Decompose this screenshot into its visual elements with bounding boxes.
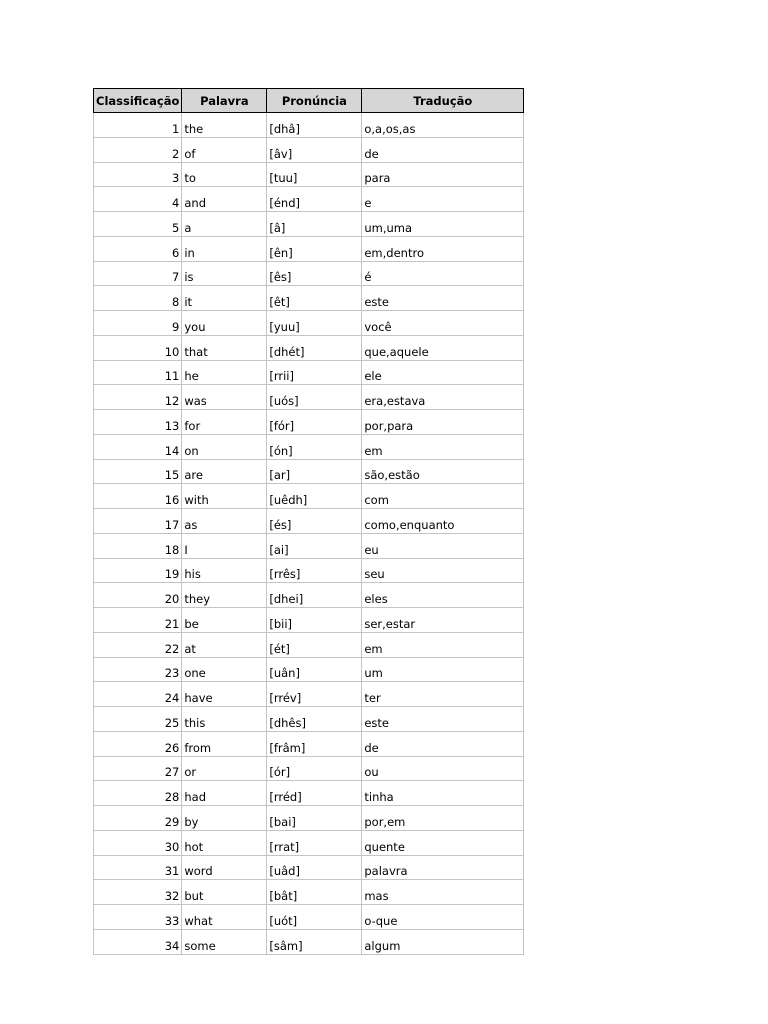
word-cell: for — [182, 410, 267, 435]
word-cell: this — [182, 707, 267, 732]
pronunciation-cell: [uâd] — [267, 855, 362, 880]
pronunciation-cell: [uêdh] — [267, 484, 362, 509]
translation-cell: ser,estar — [362, 608, 524, 633]
table-row — [94, 261, 524, 286]
rank-cell: 9 — [94, 311, 182, 336]
translation-cell: é — [362, 261, 524, 286]
rank-cell: 34 — [94, 929, 182, 954]
pronunciation-cell: [êt] — [267, 286, 362, 311]
pronunciation-cell: [rréd] — [267, 781, 362, 806]
table-row — [94, 311, 524, 336]
rank-cell: 18 — [94, 533, 182, 558]
pronunciation-cell: [ór] — [267, 756, 362, 781]
translation-cell: seu — [362, 558, 524, 583]
word-cell: a — [182, 212, 267, 237]
pronunciation-cell: [rrat] — [267, 830, 362, 855]
rank-cell: 21 — [94, 608, 182, 633]
word-cell: from — [182, 731, 267, 756]
table-row — [94, 385, 524, 410]
word-cell: word — [182, 855, 267, 880]
table-row — [94, 187, 524, 212]
word-cell: is — [182, 261, 267, 286]
translation-cell: são,estão — [362, 459, 524, 484]
translation-cell: o,a,os,as — [362, 113, 524, 138]
table-row — [94, 929, 524, 954]
word-cell: by — [182, 806, 267, 831]
rank-cell: 23 — [94, 657, 182, 682]
table-row — [94, 558, 524, 583]
table-row — [94, 682, 524, 707]
table-row — [94, 731, 524, 756]
rank-cell: 24 — [94, 682, 182, 707]
pronunciation-cell: [énd] — [267, 187, 362, 212]
word-cell: what — [182, 905, 267, 930]
rank-cell: 31 — [94, 855, 182, 880]
rank-cell: 32 — [94, 880, 182, 905]
word-cell: or — [182, 756, 267, 781]
translation-cell: de — [362, 731, 524, 756]
table-row — [94, 533, 524, 558]
translation-cell: em — [362, 434, 524, 459]
word-cell: be — [182, 608, 267, 633]
table-row — [94, 459, 524, 484]
rank-cell: 27 — [94, 756, 182, 781]
rank-cell: 13 — [94, 410, 182, 435]
pronunciation-cell: [dhês] — [267, 707, 362, 732]
rank-cell: 16 — [94, 484, 182, 509]
pronunciation-cell: [rrii] — [267, 360, 362, 385]
header-row — [94, 89, 524, 113]
table-row — [94, 583, 524, 608]
translation-cell: este — [362, 286, 524, 311]
translation-cell: por,em — [362, 806, 524, 831]
table-row — [94, 632, 524, 657]
word-cell: the — [182, 113, 267, 138]
pronunciation-cell: [yuu] — [267, 311, 362, 336]
table-row — [94, 806, 524, 831]
translation-cell: mas — [362, 880, 524, 905]
header-classificacao: Classificação — [94, 89, 182, 113]
pronunciation-cell: [ar] — [267, 459, 362, 484]
word-cell: had — [182, 781, 267, 806]
rank-cell: 10 — [94, 335, 182, 360]
word-cell: some — [182, 929, 267, 954]
pronunciation-cell: [âv] — [267, 137, 362, 162]
pronunciation-cell: [ón] — [267, 434, 362, 459]
pronunciation-cell: [rrév] — [267, 682, 362, 707]
translation-cell: palavra — [362, 855, 524, 880]
word-cell: at — [182, 632, 267, 657]
header-traducao: Tradução — [362, 89, 524, 113]
translation-cell: era,estava — [362, 385, 524, 410]
word-cell: I — [182, 533, 267, 558]
rank-cell: 2 — [94, 137, 182, 162]
word-cell: as — [182, 509, 267, 534]
table-row — [94, 236, 524, 261]
table-row — [94, 360, 524, 385]
pronunciation-cell: [frâm] — [267, 731, 362, 756]
rank-cell: 30 — [94, 830, 182, 855]
rank-cell: 3 — [94, 162, 182, 187]
word-cell: but — [182, 880, 267, 905]
pronunciation-cell: [bât] — [267, 880, 362, 905]
word-cell: in — [182, 236, 267, 261]
table-row — [94, 707, 524, 732]
translation-cell: um — [362, 657, 524, 682]
word-cell: he — [182, 360, 267, 385]
word-cell: with — [182, 484, 267, 509]
table-row — [94, 855, 524, 880]
word-cell: and — [182, 187, 267, 212]
translation-cell: este — [362, 707, 524, 732]
rank-cell: 29 — [94, 806, 182, 831]
translation-cell: que,aquele — [362, 335, 524, 360]
pronunciation-cell: [sâm] — [267, 929, 362, 954]
table-row — [94, 162, 524, 187]
pronunciation-cell: [dhei] — [267, 583, 362, 608]
translation-cell: ter — [362, 682, 524, 707]
translation-cell: ou — [362, 756, 524, 781]
table-row — [94, 756, 524, 781]
table-row — [94, 608, 524, 633]
rank-cell: 12 — [94, 385, 182, 410]
pronunciation-cell: [uân] — [267, 657, 362, 682]
pronunciation-cell: [ai] — [267, 533, 362, 558]
word-cell: his — [182, 558, 267, 583]
translation-cell: algum — [362, 929, 524, 954]
translation-cell: tinha — [362, 781, 524, 806]
translation-cell: de — [362, 137, 524, 162]
pronunciation-cell: [bii] — [267, 608, 362, 633]
pronunciation-cell: [és] — [267, 509, 362, 534]
word-cell: of — [182, 137, 267, 162]
header-palavra: Palavra — [182, 89, 267, 113]
table-row — [94, 286, 524, 311]
table-row — [94, 113, 524, 138]
word-cell: they — [182, 583, 267, 608]
table-row — [94, 905, 524, 930]
pronunciation-cell: [tuu] — [267, 162, 362, 187]
pronunciation-cell: [â] — [267, 212, 362, 237]
word-cell: you — [182, 311, 267, 336]
rank-cell: 7 — [94, 261, 182, 286]
pronunciation-cell: [dhét] — [267, 335, 362, 360]
pronunciation-cell: [bai] — [267, 806, 362, 831]
pronunciation-cell: [uót] — [267, 905, 362, 930]
translation-cell: como,enquanto — [362, 509, 524, 534]
rank-cell: 6 — [94, 236, 182, 261]
rank-cell: 26 — [94, 731, 182, 756]
word-cell: have — [182, 682, 267, 707]
rank-cell: 20 — [94, 583, 182, 608]
table-row — [94, 880, 524, 905]
table-row — [94, 657, 524, 682]
translation-cell: para — [362, 162, 524, 187]
translation-cell: por,para — [362, 410, 524, 435]
word-cell: was — [182, 385, 267, 410]
table-row — [94, 484, 524, 509]
rank-cell: 4 — [94, 187, 182, 212]
table-row — [94, 434, 524, 459]
vocabulary-table — [93, 88, 524, 955]
pronunciation-cell: [dhâ] — [267, 113, 362, 138]
word-cell: it — [182, 286, 267, 311]
table-row — [94, 137, 524, 162]
rank-cell: 33 — [94, 905, 182, 930]
pronunciation-cell: [uós] — [267, 385, 362, 410]
word-cell: one — [182, 657, 267, 682]
translation-cell: quente — [362, 830, 524, 855]
pronunciation-cell: [fór] — [267, 410, 362, 435]
word-cell: hot — [182, 830, 267, 855]
rank-cell: 28 — [94, 781, 182, 806]
translation-cell: um,uma — [362, 212, 524, 237]
translation-cell: em — [362, 632, 524, 657]
translation-cell: ele — [362, 360, 524, 385]
word-cell: on — [182, 434, 267, 459]
translation-cell: você — [362, 311, 524, 336]
table-row — [94, 410, 524, 435]
word-cell: that — [182, 335, 267, 360]
header-pronuncia: Pronúncia — [267, 89, 362, 113]
translation-cell: eles — [362, 583, 524, 608]
pronunciation-cell: [ên] — [267, 236, 362, 261]
pronunciation-cell: [rrês] — [267, 558, 362, 583]
word-cell: to — [182, 162, 267, 187]
rank-cell: 19 — [94, 558, 182, 583]
pronunciation-cell: [ét] — [267, 632, 362, 657]
rank-cell: 11 — [94, 360, 182, 385]
translation-cell: o-que — [362, 905, 524, 930]
rank-cell: 1 — [94, 113, 182, 138]
table-row — [94, 830, 524, 855]
translation-cell: e — [362, 187, 524, 212]
translation-cell: eu — [362, 533, 524, 558]
table-row — [94, 781, 524, 806]
translation-cell: em,dentro — [362, 236, 524, 261]
table-row — [94, 212, 524, 237]
rank-cell: 14 — [94, 434, 182, 459]
rank-cell: 8 — [94, 286, 182, 311]
rank-cell: 5 — [94, 212, 182, 237]
pronunciation-cell: [ês] — [267, 261, 362, 286]
word-cell: are — [182, 459, 267, 484]
rank-cell: 15 — [94, 459, 182, 484]
translation-cell: com — [362, 484, 524, 509]
rank-cell: 25 — [94, 707, 182, 732]
table-row — [94, 509, 524, 534]
rank-cell: 17 — [94, 509, 182, 534]
table-row — [94, 335, 524, 360]
rank-cell: 22 — [94, 632, 182, 657]
